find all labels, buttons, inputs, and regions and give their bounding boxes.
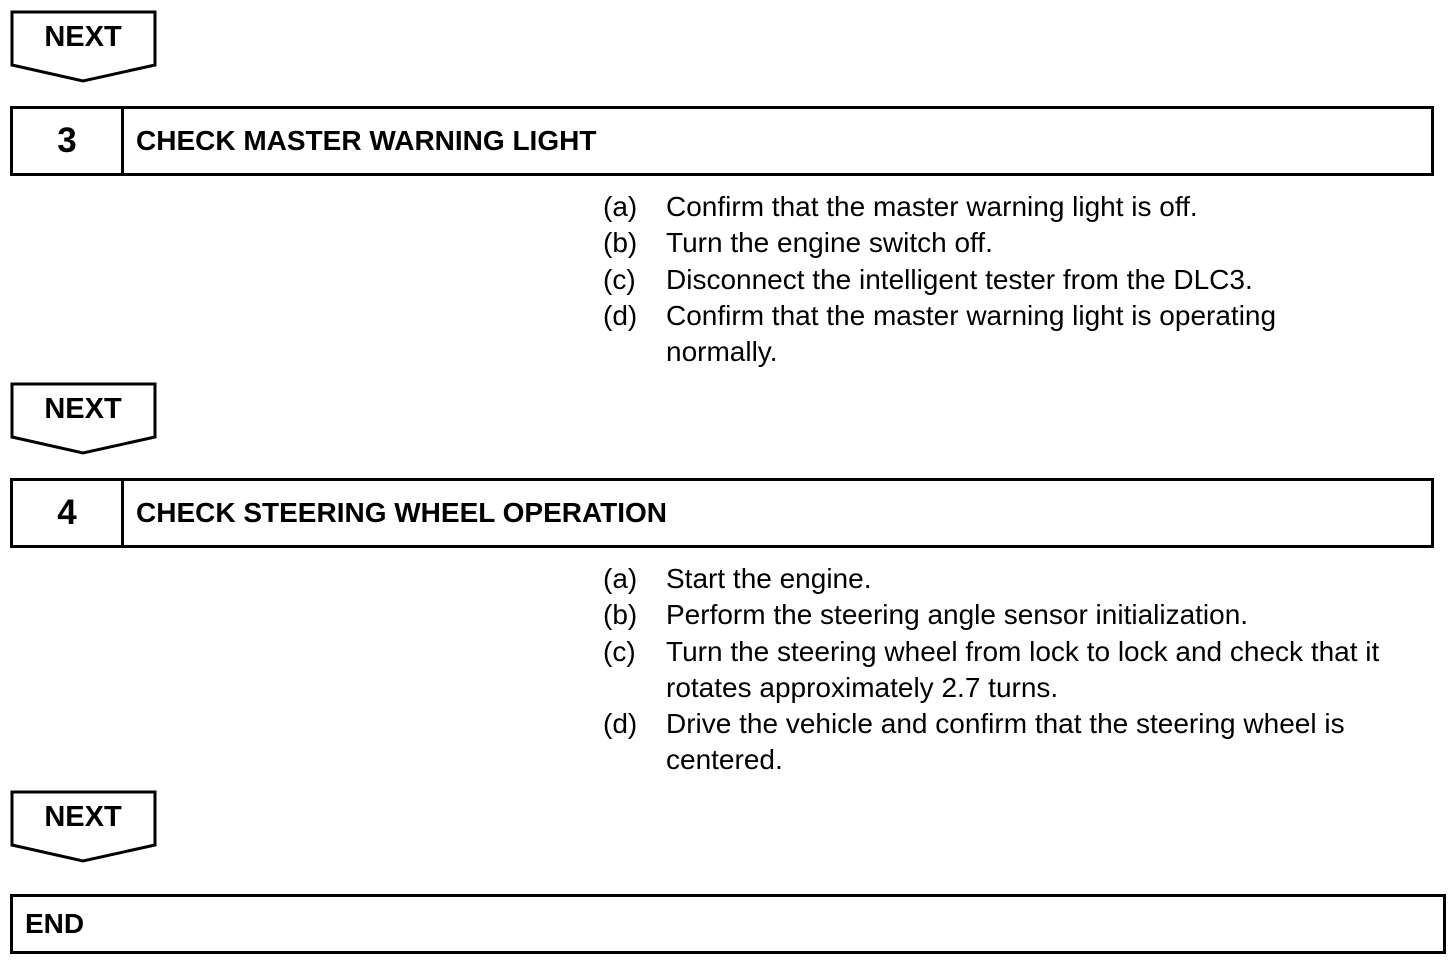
next-label: NEXT — [44, 21, 122, 53]
step-title: CHECK STEERING WHEEL OPERATION — [136, 497, 668, 528]
step-number: 3 — [13, 109, 124, 173]
step-3-header — [10, 106, 1434, 176]
instruction-letter: (c) — [603, 263, 636, 295]
instruction-text: Start the engine. — [666, 563, 872, 594]
instruction-item — [603, 634, 1433, 707]
next-label: NEXT — [44, 801, 122, 833]
next-arrow-3 — [10, 790, 158, 864]
next-label: NEXT — [44, 393, 122, 425]
instruction-text: Disconnect the intelligent tester from the DLC3. — [666, 263, 1253, 295]
instruction-letter: (a) — [603, 563, 638, 594]
step-title: CHECK MASTER WARNING LIGHT — [136, 125, 597, 156]
step-3-instructions — [603, 189, 1433, 370]
instruction-item — [603, 189, 1433, 225]
instruction-text: Confirm that the master warning light is operating normally. — [666, 299, 1277, 368]
instruction-text: Confirm that the master warning light is off. — [666, 191, 1198, 222]
instruction-text: Turn the steering wheel from lock to lock and check that it rotates approximately 2.7 turns. — [666, 635, 1380, 703]
instruction-letter: (d) — [603, 299, 638, 331]
instruction-letter: (d) — [603, 708, 638, 740]
end-box — [10, 894, 1446, 954]
instruction-letter: (b) — [603, 227, 638, 259]
next-arrow-2 — [10, 382, 158, 456]
instruction-text: Perform the steering angle sensor initialization. — [666, 599, 1249, 631]
end-label: END — [25, 908, 85, 939]
instruction-item — [603, 225, 1433, 261]
instruction-item — [603, 706, 1433, 779]
instruction-letter: (c) — [603, 635, 636, 667]
step-4-instructions — [603, 561, 1433, 779]
instruction-item — [603, 298, 1433, 371]
next-arrow-1 — [10, 10, 158, 84]
instruction-letter: (a) — [603, 191, 638, 222]
step-number: 4 — [13, 481, 124, 545]
instruction-letter: (b) — [603, 599, 638, 631]
instruction-item — [603, 262, 1433, 298]
instruction-text: Drive the vehicle and confirm that the steering wheel is centered. — [666, 708, 1345, 776]
instruction-item — [603, 597, 1433, 633]
instruction-text: Turn the engine switch off. — [666, 227, 993, 259]
instruction-item — [603, 561, 1433, 597]
step-4-header — [10, 478, 1434, 548]
